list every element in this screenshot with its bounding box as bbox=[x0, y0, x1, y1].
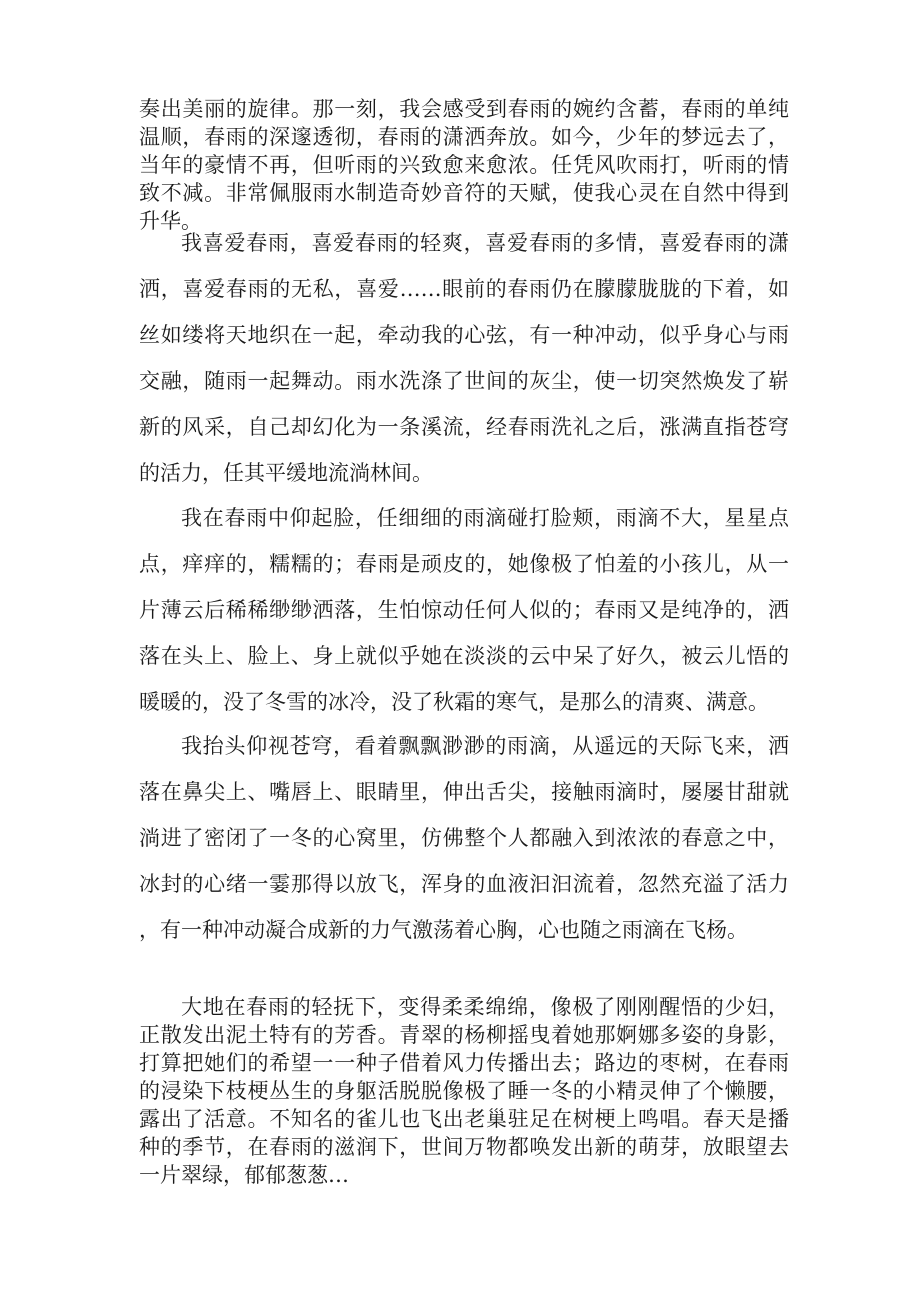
paragraph-1: 奏出美丽的旋律。那一刻，我会感受到春雨的婉约含蓄，春雨的单纯温顺，春雨的深邃透彻，春雨的潇洒奔放。如今，少年的梦远去了，当年的豪情不再，但听雨的兴致愈来愈浓。任凭风吹雨打，听雨的情致不减。非常佩服雨水制造奇妙音符的天赋，使我心灵在自然中得到升华。 bbox=[139, 97, 789, 233]
paragraph-5: 大地在春雨的轻抚下，变得柔柔绵绵，像极了刚刚醒悟的少妇，正散发出泥土特有的芳香。青翠的杨柳摇曳着她那婀娜多姿的身影，打算把她们的希望一一种子借着风力传播出去；路边的枣树，在春雨的浸染下枝梗丛生的身躯活脱脱像极了睡一冬的小精灵伸了个懒腰，露出了活意。不知名的雀儿也飞出老巢驻足在树梗上鸣唱。春天是播种的季节，在春雨的滋润下，世间万物都唤发出新的萌芽，放眼望去一片翠绿，郁郁葱葱… bbox=[139, 995, 789, 1187]
paragraph-2: 我喜爱春雨，喜爱春雨的轻爽，喜爱春雨的多情，喜爱春雨的潇洒，喜爱春雨的无私，喜爱……眼前的春雨仍在朦朦胧胧的下着，如丝如缕将天地织在一起，牵动我的心弦，有一种冲动，似乎身心与雨交融，随雨一起舞动。雨水洗涤了世间的灰尘，使一切突然焕发了崭新的风采，自己却幻化为一条溪流，经春雨洗礼之后，涨满直指苍穹的活力，任其平缓地流淌林间。 bbox=[139, 231, 789, 485]
paragraph-4: 我抬头仰视苍穹，看着飘飘渺渺的雨滴，从遥远的天际飞来，洒落在鼻尖上、嘴唇上、眼睛里，伸出舌尖，接触雨滴时，屡屡甘甜就淌进了密闭了一冬的心窝里，仿佛整个人都融入到浓浓的春意之中，冰封的心绪一霎那得以放飞，浑身的血液汩汩流着，忽然充溢了活力，有一种冲动凝合成新的力气激荡着心胸，心也随之雨滴在飞杨。 bbox=[139, 734, 789, 942]
paragraph-3: 我在春雨中仰起脸，任细细的雨滴碰打脸颊，雨滴不大，星星点点，痒痒的，糯糯的；春雨是顽皮的，她像极了怕羞的小孩儿，从一片薄云后稀稀缈缈洒落，生怕惊动任何人似的；春雨又是纯净的，洒落在头上、脸上、身上就似乎她在淡淡的云中呆了好久，被云儿悟的暖暖的，没了冬雪的冰冷，没了秋霜的寒气，是那么的清爽、满意。 bbox=[139, 506, 789, 714]
